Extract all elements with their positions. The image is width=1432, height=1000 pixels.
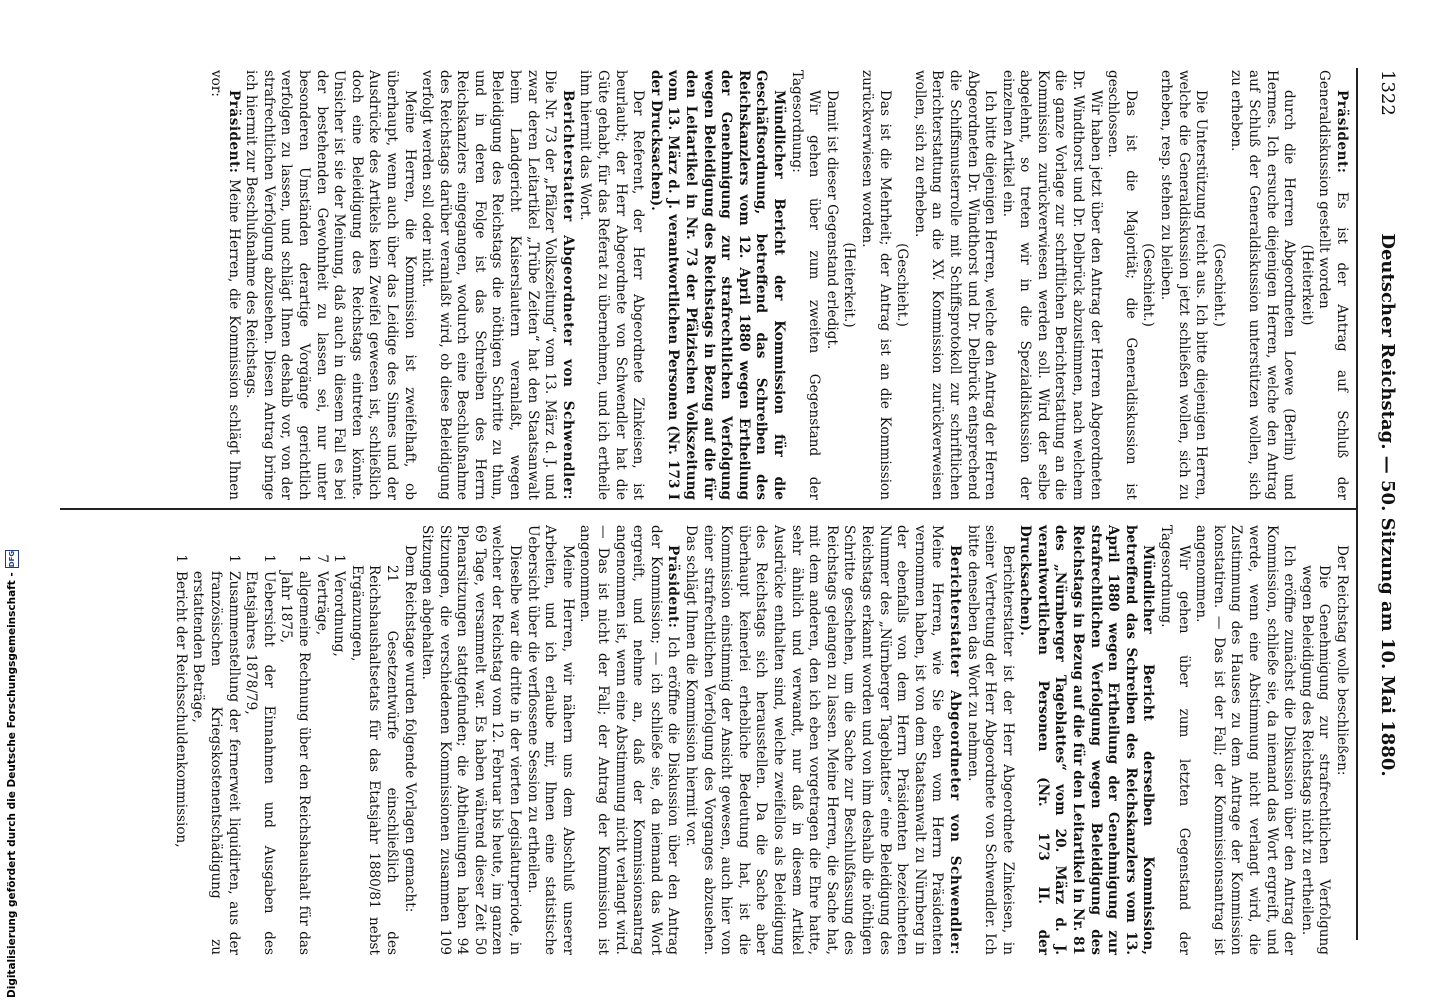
paragraph: Wir gehen über zum zweiten Gegenstand der Tagesordnung:	[788, 70, 823, 500]
stage-direction: (Heiterkeit.)	[841, 242, 858, 328]
agenda-item-heading: Mündlicher Bericht derselben Kommission, betreffend das Schreiben des Reichskanzlers vom 13. April 1880 wegen Ertheilung der Genehmigung zur strafrechtlichen Verfolgung wegen Beleidigung des Reichstags in Bezug auf die für den Leitartikel in Nr. 81 des „Nürnberger Tageblattes“ vom 20. März d. J. verantwortlichen Personen (Nr. 173 II. der Drucksachen).	[1017, 525, 1157, 955]
column-divider	[60, 508, 1356, 510]
stage-direction: (Geschieht.)	[1210, 243, 1227, 327]
stage-direction: (Geschieht.)	[894, 243, 911, 327]
list-item-number: 1	[331, 554, 348, 563]
side-credit-text: Digitalisierung gefördert durch die Deutsche Forschungsgemeinschaft -	[6, 572, 18, 998]
paragraph: Meine Herren, die Kommission ist zweifelhaft, ob überhaupt, wenn auch über das Leidige des Sinnes und der Ausdrücke des Artikels kein Zweifel gewesen ist, schließlich doch eine Beleidigung des Reichstags eintreten könnte. Unsicher ist sie der Meinung, daß auch in diesem Fall es bei der bestehenden Gewohnheit zu lassen sei, nur unter besonderen Umständen derartige Vorgänge gerichtlich verfolgen zu lassen, und schlägt Ihnen deshalb vor, von der strafrechtlichen Verfolgung abzusehen. Diesen Antrag bringe ich hiermit zur Beschlußnahme des Reichstags.	[243, 70, 418, 500]
side-credit	[2, 550, 22, 998]
speaker-name: Berichterstatter Abgeordneter von Schwendler:	[946, 545, 963, 955]
speech-paragraph	[206, 70, 241, 500]
list-item-text: Uebersicht der Einnahmen und Ausgaben des Etatsjahres 1878/79,	[243, 571, 277, 955]
speech-text: Meine Herren, die Kommission schlägt Ihnen vor:	[208, 70, 242, 501]
list-item-number: 7	[313, 554, 330, 563]
speech-text: Meine Herren, wie Sie eben vom Herrn Präsidenten vernommen haben, ist von dem Staatsanwalt zu Nürnberg in der ebenfalls von dem Herrn Präsidenten bezeichneten Nummer des „Nürnberger Tageblattes“ eine Beleidigung des Reichstags erkannt worden und von ihm deshalb die nöthigen Schritte geschehen, um die Sache zur Beschlußfassung des Reichstags gelangen zu lassen. Meine Herren, die Sache hat, mit dem anderen, den ich eben vorgetragen die Ehre hatte, sehr ähnlich und verwandt, nur daß in diesem Artikel Ausdrücke enthalten sind, welche zweifellos als Beleidigung des Reichstags sich herausstellen. Da die Sache aber überhaupt keinerlei erhebliche Bedeutung hat, ist die Kommission einstimmig der Ansicht gewesen, auch hier von einer strafrechtlichen Verfolgung des Vorganges abzusehen. Das schlägt Ihnen die Kommission hiermit vor.	[683, 525, 946, 955]
list-item-number: 1	[225, 554, 242, 563]
page-number: 1322	[1377, 70, 1398, 116]
speech-paragraph	[576, 525, 682, 955]
list-item-text: Verordnung,	[331, 571, 348, 657]
stage-direction: (Heiterkeit)	[1298, 244, 1315, 326]
list-item-number: 1	[295, 554, 312, 563]
paragraph: Der Referent, der Herr Abgeordnete Zinkeisen, ist beurlaubt; der Herr Abgeordnete von Schwendler hat die Güte gehabt, für das Referat zu übernehmen, und ich ertheile ihm hiermit das Wort.	[577, 70, 647, 500]
speech-paragraph	[1315, 70, 1350, 500]
paragraph: Ich bitte diejenigen Herren, welche den Antrag der Herren Abgeordneten Dr. Windthorst und Dr. Delbrück entsprechend die Schiffsmusterrolle mit Schiffsprotokoll zur schriftlichen Berichterstattung an die XV. Kommission zurückverweisen wollen, sich zu erheben.	[911, 70, 999, 500]
paragraph: Wir haben jetzt über den Antrag der Herren Abgeordneten Dr. Windthorst und Dr. Delbrück abzustimmen, nach welchem die ganze Vorlage zur schriftlichen Berichterstattung an die Kommission zurückverwiesen werden soll. Wird der selbe abgelehnt, so treten wir in die Spezialdiskussion der einzelnen Artikel ein.	[999, 70, 1104, 500]
list-item	[330, 525, 348, 955]
list-item	[189, 525, 242, 955]
list-item-text: Zusammenstellung der fernerweit liquidirten, aus der französischen Kriegskostenentschädigung zu erstattenden Beträge,	[190, 571, 242, 955]
speech-text: Die Nr. 73 der „Pfälzer Volkszeitung“ vom 13. März d. J. und zwar deren Leitartikel „Trübe Zeiten“ hat den Staatsanwalt beim Landgericht Kaiserslautern veranlaßt, wegen Beleidigung des Reichstags die nöthigen Schritte zu thun, und in deren Folge ist das Schreiben des Herrn Reichskanzlers eingegangen, wodurch eine Beschlußnahme des Reichstags darüber veranlaßt wird, ob diese Beleidigung verfolgt werden soll oder nicht.	[419, 70, 559, 500]
paragraph: Das ist die Majorität; die Generaldiskussion ist geschlossen.	[1105, 70, 1139, 500]
page-header	[1364, 70, 1398, 940]
header-rule	[1356, 68, 1358, 940]
left-column	[206, 70, 1350, 500]
list-item	[312, 525, 330, 955]
list-item-text: Bericht der Reichsschuldenkommission,	[172, 571, 189, 848]
paragraph: Dem Reichstage wurden folgende Vorlagen gemacht:	[401, 545, 418, 913]
list-item-number: 1	[260, 554, 277, 563]
motion-text: Die Genehmigung zur strafrechtlichen Verfolgung wegen Beleidigung des Reichstags nicht zu ertheilen.	[1298, 565, 1333, 955]
paragraph: Berichterstatter ist der Herr Abgeordnete Zinkeisen, in seiner Vertretung der Herr Abgeordnete von Schwendler. Ich bitte denselben das Wort zu nehmen.	[964, 525, 1016, 955]
speech-paragraph	[418, 70, 576, 500]
speaker-name: Berichterstatter Abgeordneter von Schwendler:	[559, 90, 576, 500]
speech-text: Ich eröffne die Diskussion über den Antrag der Kommission; — ich schließe sie, da niemand das Wort ergreift, und nehme an, daß der Kommissionsantrag angenommen ist, wenn eine Abstimmung nicht verlangt wird. — Das ist nicht der Fall; der Antrag der Kommission ist angenommen.	[577, 525, 682, 955]
speaker-name: Präsident:	[225, 90, 242, 174]
dfg-logo-icon: DFG	[5, 550, 19, 568]
list-item	[242, 525, 277, 955]
paragraph: Meine Herren, wir nähern uns dem Abschluß unserer Arbeiten, und ich erlaube mir, Ihnen eine statistische Uebersicht über die verflossene Session zu ertheilen.	[524, 525, 576, 955]
speech-paragraph	[681, 525, 963, 955]
list-item	[277, 525, 312, 955]
stage-direction: (Geschieht.)	[1140, 243, 1157, 327]
paragraph: durch die Herren Abgeordneten Loewe (Berlin) und Hermes. Ich ersuche diejenigen Herren, welche den Antrag auf Schluß der Generaldiskussion unterstützen wollen, sich zu erheben.	[1228, 70, 1298, 500]
list-item-text: allgemeine Rechnung über den Reichshaushalt für das Jahr 1875,	[278, 571, 312, 955]
right-column	[171, 525, 1350, 955]
paragraph: Der Reichstag wolle beschließen:	[1334, 545, 1350, 776]
agenda-item-heading: Mündlicher Bericht der Kommission für die Geschäftsordnung, betreffend das Schreiben des Reichskanzlers vom 12. April 1880 wegen Ertheilung der Genehmigung zur strafrechtlichen Verfolgung wegen Beleidigung des Reichstags in Bezug auf die für den Leitartikel in Nr. 73 der Pfälzischen Volkszeitung vom 13. März d. J. verantwortlichen Personen (Nr. 173 I der Drucksachen).	[647, 70, 787, 500]
list-item-text: Verträge,	[313, 571, 330, 636]
paragraph: Die Unterstützung reicht aus. Ich bitte diejenigen Herren, welche die Generaldiskussion jetzt schließen wollen, sich zu erheben, resp. stehen zu bleiben.	[1158, 70, 1210, 500]
motion-text: 21 Gesetzentwürfe einschließlich des Reichshaushaltsetats für das Etatsjahr 1880/81 nebst Ergänzungen,	[348, 565, 400, 955]
paragraph: Das ist die Mehrheit; der Antrag ist an die Kommission zurückverwiesen worden.	[858, 70, 893, 500]
paragraph: Ich eröffne zunächst die Diskussion über den Antrag der Kommission, schließe sie, da niemand das Wort ergreift, und werde, wenn eine Abstimmung nicht verlangt wird, die Zustimmung des Hauses zu dem Antrage der Kommission konstatiren. — Das ist der Fall; der Kommissionsantrag ist angenommen.	[1193, 525, 1298, 955]
paragraph: Damit ist dieser Gegenstand erledigt.	[823, 90, 840, 350]
speaker-name: Präsident:	[665, 545, 682, 629]
speaker-name: Präsident:	[1334, 90, 1350, 174]
paragraph: Dieselbe war die dritte in der vierten Legislaturperiode, in welcher der Reichstag vom 12. Februar bis heute, im ganzen 69 Tage, versammelt war. Es haben während dieser Zeit 50 Plenarsitzungen stattgefunden; die Abtheilungen haben 94 Sitzungen, die verschiedenen Kommissionen zusammen 109 Sitzungen abgehalten.	[419, 525, 524, 955]
speech-text: Es ist der Antrag auf Schluß der Generaldiskussion gestellt worden	[1316, 70, 1350, 500]
list-item-number: 1	[172, 554, 189, 563]
running-title: Deutscher Reichstag. — 50. Sitzung am 10. Mai 1880.	[1377, 233, 1398, 777]
paragraph: Wir gehen über zum letzten Gegenstand der Tagesordnung.	[1158, 525, 1192, 955]
list-item	[171, 525, 189, 955]
